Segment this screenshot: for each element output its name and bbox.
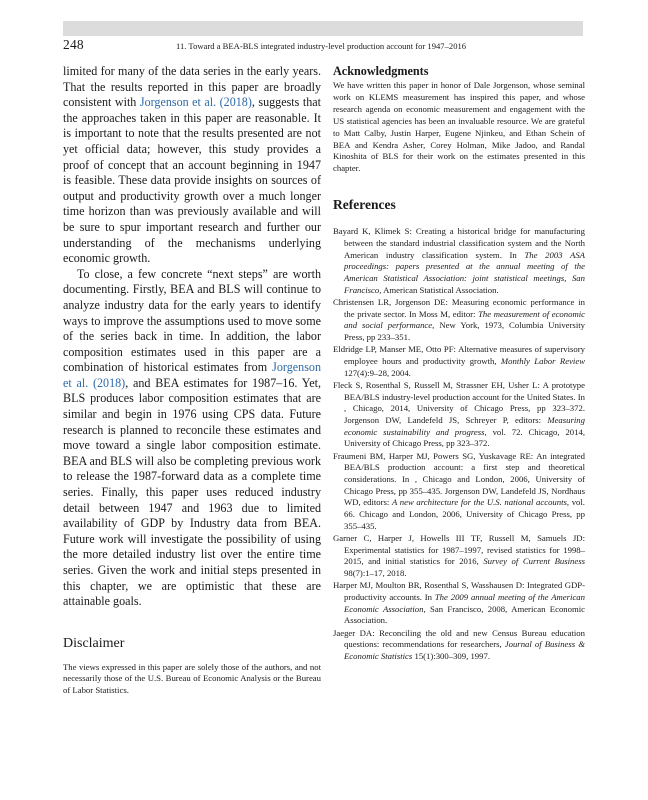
reference-item: [333, 380, 585, 450]
page-number: 248: [63, 37, 84, 52]
right-column: [333, 64, 585, 663]
reference-title: A new architecture for the U.S. national accounts: [391, 497, 567, 508]
reference-text: Eldridge LP, Manser ME, Otto PF: Alternative measures of supervisory employee hours and productivity growth,: [333, 344, 585, 366]
paragraph-text: To close, a few concrete “next steps” are worth documenting. Firstly, BEA and BLS will continue to analyze industry data for the early years to identify ways to improve the assumptions used to move some of the series back in time. In addition, the labor composition estimates used in this paper are a combination of historical estimates from: [63, 266, 321, 375]
reference-text: Bayard K, Klimek S: Creating a historical bridge for manufacturing between the standard industrial classification system and the North American industry classification system. In: [333, 226, 585, 260]
running-head: 11. Toward a BEA-BLS integrated industry-level production account for 1947–2016: [176, 41, 467, 51]
reference-text: , American Statistical Association.: [379, 284, 499, 295]
reference-title: Journal of Business & Economic Statistics: [344, 639, 586, 662]
acknowledgments-heading: Acknowledgments: [333, 64, 429, 78]
reference-text: 15(1):300–309, 1997.: [412, 651, 490, 662]
acknowledgments-text: We have written this paper in honor of Dale Jorgenson, whose seminal work on KLEMS measurement has inspired this paper, and whose research agenda on economic measurement and engagement with the US statistical agencies has been an invaluable resource. We are grateful to Matt Calby, Justin Harper, Eugene Njinkeu, and Ethan Schein of BEA and Kendra Asher, Corey Holman, Mike Jadoo, and Randal Kinoshita of BLS for their work on the estimates presented in this chapter.: [333, 80, 585, 174]
reference-text: Harper MJ, Moulton BR, Rosenthal S, Wasshausen D: Integrated GDP-productivity accounts. In: [333, 580, 585, 603]
reference-title: The measurement of economic and social performance: [344, 308, 586, 331]
reference-text: Fleck S, Rosenthal S, Russell M, Strassner EH, Usher L: A prototype BEA/BLS industry-level production account for the United States. In , Chicago, 2014, University of Chicago Press, pp 323–372. Jorgenson DW, Landefeld JS, Schreyer P, editors:: [333, 379, 585, 425]
reference-list: [333, 226, 585, 663]
reference-item: [333, 451, 585, 533]
reference-text: , San Francisco, 2008, American Economic Association.: [344, 603, 586, 626]
paragraph-text: , and BEA estimates for 1987–16. Yet, BLS produces labor composition estimates that are similar and begin in 1976 using CPS data. Future research is planned to reconcile these estimates and move toward a single labor composition estimate. BEA and BLS will also be completing previous work to release the 1987-forward data as a complete time series. Finally, this paper uses reduced industry detail between 1947 and 1963 due to limited availability of GDP by Industry data from BEA. Future work will investigate the possibility of using the more detailed industry list over the entire time series. Given the work and initial steps presented in this chapter, we are optimistic that these are attainable goals.: [63, 375, 321, 609]
references-heading: References: [333, 197, 396, 213]
reference-title: Monthly Labor Review: [500, 355, 585, 366]
citation-link[interactable]: Jorgenson et al. (2018): [139, 95, 252, 110]
reference-item: [333, 226, 585, 296]
reference-text: Garner C, Harper J, Howells III TF, Russell M, Samuels JD: Experimental statistics for 1987–1997, revised statistics for 1998–2015, and initial statistics for 2016,: [333, 533, 585, 567]
reference-text: 98(7):1–17, 2018.: [344, 568, 407, 579]
reference-text: , vol. 72. Chicago, 2014, University of Chicago Press, pp 323–372.: [344, 426, 585, 449]
reference-title: Survey of Current Business: [483, 556, 585, 567]
reference-text: , vol. 66. Chicago and London, 2006, University of Chicago Press, pp 355–435.: [344, 497, 585, 531]
reference-item: [333, 628, 585, 663]
reference-text: Christensen LR, Jorgenson DE: Measuring economic performance in the private sector. In Moss M, editor:: [333, 296, 585, 319]
paragraph-text: , suggests that the approaches taken in this paper are reasonable. It is important to note that the results presented are not yet official data; however, this study provides a proof of concept that an account beginning in 1947 is feasible. These data provide insights on sources of output and productivity growth over a much longer time horizon than was previously available and will be sure to spur important research and further our understanding of the mechanisms underlying economic growth.: [63, 95, 321, 266]
reference-title: The 2003 ASA proceedings: papers presented at the annual meeting of the American Statistical Association: joint statistical meetings, San Francisco: [344, 249, 585, 295]
header-band: [63, 21, 583, 36]
citation-link[interactable]: Jorgenson et al. (2018): [63, 360, 321, 390]
reference-item: [333, 297, 585, 344]
left-column: [63, 64, 321, 697]
reference-item: [333, 344, 585, 379]
disclaimer-heading: Disclaimer: [63, 635, 125, 651]
body-paragraph-2: [63, 267, 321, 610]
reference-text: Fraumeni BM, Harper MJ, Powers SG, Yuskavage RE: An integrated BEA/BLS production account: a first step and theoretical considerations. In , Chicago and London, 2006, University of Chicago Press, pp 355–435. Jorgenson DW, Landefeld JS, Nordhaus WD, editors:: [333, 450, 585, 508]
body-paragraph-1: [63, 64, 321, 267]
reference-item: [333, 580, 585, 627]
disclaimer-text: The views expressed in this paper are solely those of the authors, and not necessarily those of the U.S. Bureau of Economic Analysis or the Bureau of Labor Statistics.: [63, 661, 321, 695]
reference-title: The 2009 annual meeting of the American Economic Association: [344, 592, 585, 614]
reference-item: [333, 533, 585, 580]
reference-text: Jaeger DA: Reconciling the old and new Census Bureau education questions: recommendations for researchers,: [333, 627, 585, 650]
reference-title: Measuring economic sustainability and progress: [344, 415, 585, 437]
paragraph-text: limited for many of the data series in the early years. That the results reported in this paper are broadly consistent with: [63, 64, 321, 110]
reference-text: , New York, 1973, Columbia University Press, pp 233–351.: [344, 320, 585, 343]
reference-text: 127(4):9–28, 2004.: [344, 367, 411, 378]
